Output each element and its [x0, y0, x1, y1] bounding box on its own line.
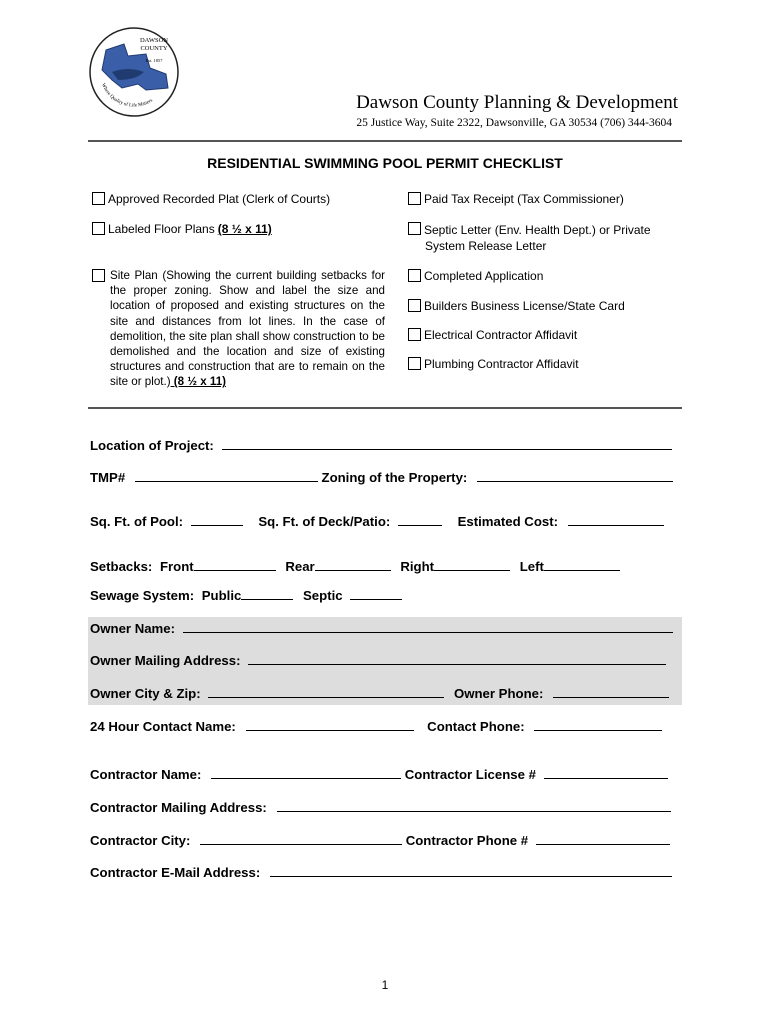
checklist-label: Builders Business License/State Card — [424, 299, 625, 313]
contractor-email-row — [90, 865, 672, 880]
checklist-label: Completed Application — [424, 269, 544, 283]
front-input[interactable] — [194, 560, 276, 571]
checklist-label: Septic Letter (Env. Health Dept.) or Private — [424, 223, 651, 237]
rear-label: Rear — [285, 559, 315, 574]
size-note: (8 ½ x 11) — [217, 222, 272, 236]
contact-row — [90, 719, 662, 734]
sqft-deck-input[interactable] — [398, 515, 442, 526]
checklist-label: Site Plan (Showing the current building setbacks for the proper zoning. Show and label the size and location of proposed and existing structures on the site and distances from lot lines. In the case of demolition, the site plan shall show construction to be demolished and the location and size of existing structures and construction that are to remain on the site or plot.) — [110, 269, 385, 389]
checklist-item-site-plan-checkbox[interactable] — [92, 268, 108, 286]
contractor-email-label: Contractor E-Mail Address: — [90, 865, 261, 880]
checkbox[interactable] — [408, 299, 421, 312]
checklist-item-floor-plans[interactable] — [92, 222, 272, 236]
checkbox[interactable] — [92, 192, 105, 205]
right-input[interactable] — [434, 560, 510, 571]
checklist-item-builders-license[interactable] — [408, 299, 625, 313]
checkbox[interactable] — [408, 328, 421, 341]
contractor-phone-label: Contractor Phone # — [405, 833, 529, 848]
size-note: (8 ½ x 11) — [170, 375, 227, 389]
left-label: Left — [519, 559, 544, 574]
contractor-name-label: Contractor Name: — [90, 767, 202, 782]
owner-phone-input[interactable] — [553, 687, 669, 698]
contractor-email-input[interactable] — [270, 866, 672, 877]
left-input[interactable] — [544, 560, 620, 571]
checklist-item-approved-plat[interactable] — [92, 192, 330, 206]
owner-city-input[interactable] — [208, 687, 444, 698]
owner-phone-label: Owner Phone: — [453, 686, 544, 701]
septic-label: Septic — [303, 588, 343, 603]
contractor-city-label: Contractor City: — [90, 833, 191, 848]
zoning-input[interactable] — [477, 471, 673, 482]
contractor-license-label: Contractor License # — [404, 767, 536, 782]
checklist-label: Plumbing Contractor Affidavit — [424, 357, 579, 371]
owner-mailing-input[interactable] — [248, 654, 666, 665]
rear-input[interactable] — [315, 560, 391, 571]
tmp-label: TMP# — [90, 470, 126, 485]
sqft-pool-input[interactable] — [191, 515, 243, 526]
owner-name-label: Owner Name: — [90, 621, 176, 636]
checkbox[interactable] — [408, 269, 421, 282]
county-seal-logo — [88, 26, 180, 118]
public-label: Public — [201, 588, 242, 603]
contractor-mailing-row — [90, 800, 671, 815]
owner-name-row — [90, 621, 673, 636]
tmp-zoning-row — [90, 470, 673, 485]
seal-motto: Where Quality of Life Matters — [100, 82, 154, 109]
seal-est: Est. 1857 — [145, 58, 163, 63]
organization-address: 25 Justice Way, Suite 2322, Dawsonville, GA 30534 (706) 344-3604 — [356, 117, 672, 129]
estimated-cost-input[interactable] — [568, 515, 664, 526]
contact-name-input[interactable] — [246, 720, 414, 731]
owner-mailing-row — [90, 653, 666, 668]
checklist-label: Electrical Contractor Affidavit — [424, 328, 578, 342]
checkbox[interactable] — [408, 192, 421, 205]
checklist-item-tax-receipt[interactable] — [408, 192, 624, 206]
checkbox[interactable] — [408, 222, 421, 235]
contractor-mailing-input[interactable] — [277, 801, 671, 812]
form-title: RESIDENTIAL SWIMMING POOL PERMIT CHECKLIST — [207, 155, 563, 171]
sewage-label: Sewage System: — [90, 588, 195, 603]
contact-phone-input[interactable] — [534, 720, 662, 731]
contractor-city-input[interactable] — [200, 834, 402, 845]
owner-name-input[interactable] — [183, 622, 673, 633]
contractor-phone-input[interactable] — [536, 834, 670, 845]
public-input[interactable] — [241, 589, 293, 600]
location-label: Location of Project: — [90, 438, 214, 453]
seal-name: DAWSON — [139, 37, 169, 44]
owner-city-label: Owner City & Zip: — [90, 686, 201, 701]
contractor-name-row — [90, 767, 668, 782]
sqft-deck-label: Sq. Ft. of Deck/Patio: — [258, 514, 391, 529]
tmp-input[interactable] — [135, 471, 318, 482]
location-row — [90, 438, 672, 453]
owner-city-row — [90, 686, 669, 701]
septic-input[interactable] — [350, 589, 402, 600]
sqft-pool-label: Sq. Ft. of Pool: — [90, 514, 184, 529]
location-input[interactable] — [222, 439, 672, 450]
front-label: Front — [159, 559, 194, 574]
contractor-mailing-label: Contractor Mailing Address: — [90, 800, 267, 815]
checklist-divider — [88, 407, 682, 409]
checkbox[interactable] — [92, 222, 105, 235]
zoning-label: Zoning of the Property: — [321, 470, 468, 485]
estimated-cost-label: Estimated Cost: — [457, 514, 558, 529]
checklist-item-site-plan — [110, 268, 385, 390]
right-label: Right — [400, 559, 435, 574]
contractor-name-input[interactable] — [211, 768, 401, 779]
sewage-row — [90, 588, 402, 603]
checkbox[interactable] — [92, 269, 105, 282]
checklist-label: Paid Tax Receipt (Tax Commissioner) — [424, 192, 624, 206]
contact-phone-label: Contact Phone: — [427, 719, 525, 734]
seal-name2: COUNTY — [140, 45, 168, 52]
checklist-item-plumbing-affidavit[interactable] — [408, 357, 579, 371]
checklist-label: Approved Recorded Plat (Clerk of Courts) — [108, 192, 331, 206]
contact-name-label: 24 Hour Contact Name: — [90, 719, 236, 734]
checklist-item-septic-letter[interactable] — [408, 222, 651, 254]
owner-mailing-label: Owner Mailing Address: — [90, 653, 241, 668]
checklist-item-electrical-affidavit[interactable] — [408, 328, 577, 342]
checkbox[interactable] — [408, 357, 421, 370]
contractor-city-row — [90, 833, 670, 848]
setbacks-row — [90, 559, 620, 574]
page-number: 1 — [381, 978, 389, 992]
organization-name: Dawson County Planning & Development — [356, 92, 678, 113]
checklist-label: Labeled Floor Plans — [108, 222, 215, 236]
setbacks-label: Setbacks: — [90, 559, 153, 574]
square-footage-row — [90, 514, 664, 529]
contractor-license-input[interactable] — [544, 768, 668, 779]
checklist-item-completed-application[interactable] — [408, 269, 543, 283]
header-divider — [88, 140, 682, 142]
checklist-label-cont: System Release Letter — [425, 239, 547, 253]
